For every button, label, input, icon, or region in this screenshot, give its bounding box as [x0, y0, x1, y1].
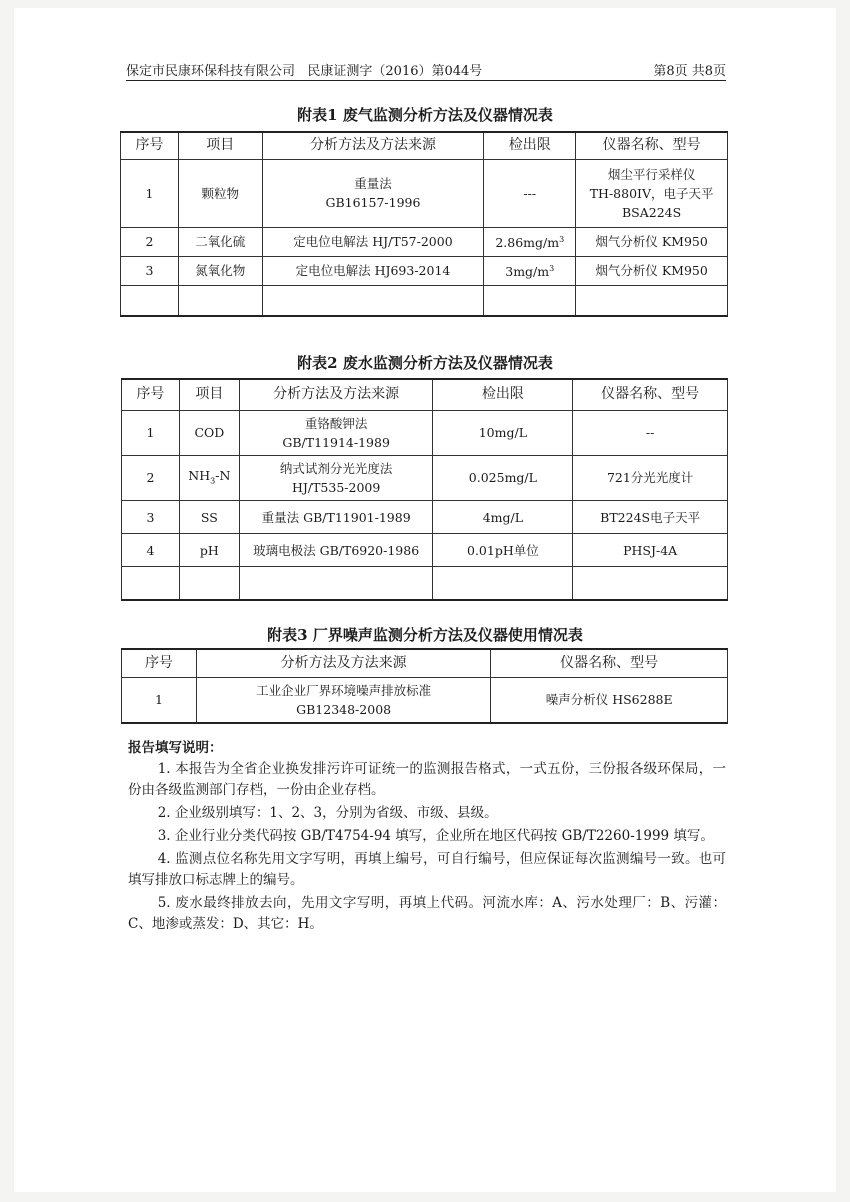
- note-item: 2. 企业级别填写：1、2、3，分别为省级、市级、县级。: [157, 805, 498, 821]
- method-standard: GB/T11914-1989: [282, 434, 390, 450]
- table-row: [122, 677, 728, 723]
- page-header: [126, 58, 726, 81]
- cell-limit: [484, 256, 576, 285]
- table-row-empty: [121, 285, 728, 316]
- cell-method: 定电位电解法 HJ693-2014: [262, 256, 484, 285]
- method-name: 纳式试剂分光光度法: [279, 460, 393, 476]
- note-item: 5. 废水最终排放去向，先用文字写明，再填上代码。河流水库：A、污水处理厂：B、污灌：C、地渗或蒸发：D、其它：H。: [128, 895, 726, 932]
- table1-col-item: 项目: [178, 132, 262, 159]
- item-text: NH: [188, 467, 211, 483]
- cell-limit: 10mg/L: [433, 410, 573, 455]
- table2-col-item: 项目: [179, 379, 239, 410]
- table-row: [121, 159, 728, 227]
- cell-item: 颗粒物: [178, 159, 262, 227]
- instrument-line: 烟尘平行采样仪: [607, 166, 696, 182]
- table-row: [122, 500, 728, 534]
- table-row: [122, 410, 728, 455]
- note-item: 1. 本报告为全省企业换发排污许可证统一的监测报告格式，一式五份，三份报各级环保局，一份由各级监测部门存档，一份由企业存档。: [128, 761, 726, 798]
- table3: [121, 648, 728, 724]
- cell-no: 3: [122, 500, 180, 534]
- cell-limit: 0.01pH单位: [433, 534, 573, 566]
- cell-no: 4: [122, 534, 180, 566]
- table-row-empty: [122, 566, 728, 600]
- unit-superscript: 3: [559, 235, 565, 245]
- cell-instrument: 噪声分析仪 HS6288E: [491, 677, 728, 723]
- method-standard: HJ/T535-2009: [291, 479, 381, 495]
- instrument-line: BSA224S: [622, 204, 682, 220]
- table-row: [122, 455, 728, 500]
- method-name: 工业企业厂界环境噪声排放标准: [256, 682, 432, 698]
- cell-method: [239, 455, 433, 500]
- table2-col-limit: 检出限: [433, 379, 573, 410]
- cell-item: pH: [179, 534, 239, 566]
- cell-no: 2: [122, 455, 180, 500]
- item-subscript: 3: [210, 476, 216, 486]
- cell-item: 二氧化硫: [178, 227, 262, 256]
- unit-superscript: 3: [549, 264, 555, 274]
- table3-header-row: [122, 649, 728, 677]
- table2-title: 附表2 废水监测分析方法及仪器情况表: [297, 354, 553, 372]
- notes-heading: 报告填写说明：: [128, 740, 223, 756]
- table1-col-method: 分析方法及方法来源: [262, 132, 484, 159]
- report-notes: [128, 738, 726, 937]
- cell-instrument: 烟气分析仪 KM950: [576, 227, 728, 256]
- cell-limit: 0.025mg/L: [433, 455, 573, 500]
- item-text: -N: [215, 467, 231, 483]
- cell-limit: 4mg/L: [433, 500, 573, 534]
- cell-instrument: [576, 159, 728, 227]
- cell-item: COD: [179, 410, 239, 455]
- method-standard: GB12348-2008: [296, 701, 392, 717]
- cell-method: [196, 677, 490, 723]
- table3-title: 附表3 厂界噪声监测分析方法及仪器使用情况表: [267, 626, 583, 644]
- cell-limit: ---: [484, 159, 576, 227]
- cell-instrument: PHSJ-4A: [573, 534, 728, 566]
- limit-value: 3mg/m: [505, 264, 550, 280]
- cell-method: [239, 410, 433, 455]
- table3-col-method: 分析方法及方法来源: [196, 649, 490, 677]
- cell-instrument: --: [573, 410, 728, 455]
- table1-col-limit: 检出限: [484, 132, 576, 159]
- table2-col-method: 分析方法及方法来源: [239, 379, 433, 410]
- table2-col-no: 序号: [122, 379, 180, 410]
- header-page-number: 第8页 共8页: [653, 64, 726, 79]
- cell-instrument: BT224S电子天平: [573, 500, 728, 534]
- table-row: [122, 534, 728, 566]
- cell-no: 2: [121, 227, 179, 256]
- table1-col-instrument: 仪器名称、型号: [576, 132, 728, 159]
- table-row: [121, 227, 728, 256]
- table1-col-no: 序号: [121, 132, 179, 159]
- method-name: 重量法: [354, 176, 392, 191]
- cell-method: 重量法 GB/T11901-1989: [239, 500, 433, 534]
- header-company-report-no: 保定市民康环保科技有限公司 民康证测字（2016）第044号: [126, 64, 483, 79]
- table-row: [121, 256, 728, 285]
- note-item: 3. 企业行业分类代码按 GB/T4754-94 填写，企业所在地区代码按 GB/T2260-1999 填写。: [157, 828, 714, 844]
- method-standard: GB16157-1996: [325, 195, 421, 210]
- cell-item: [179, 455, 239, 500]
- cell-instrument: 烟气分析仪 KM950: [576, 256, 728, 285]
- table1: [120, 131, 728, 317]
- cell-method: 玻璃电极法 GB/T6920-1986: [239, 534, 433, 566]
- table1-header-row: [121, 132, 728, 159]
- limit-value: 2.86mg/m: [495, 235, 560, 251]
- note-item: 4. 监测点位名称先用文字写明，再填上编号，可自行编号，但应保证每次监测编号一致。也可填写排放口标志牌上的编号。: [128, 851, 726, 888]
- cell-no: 1: [122, 410, 180, 455]
- table2-header-row: [122, 379, 728, 410]
- table1-title: 附表1 废气监测分析方法及仪器情况表: [297, 106, 553, 124]
- cell-item: 氮氧化物: [178, 256, 262, 285]
- table3-col-instrument: 仪器名称、型号: [491, 649, 728, 677]
- cell-no: 1: [122, 677, 197, 723]
- cell-limit: [484, 227, 576, 256]
- cell-no: 3: [121, 256, 179, 285]
- cell-item: SS: [179, 500, 239, 534]
- table3-col-no: 序号: [122, 649, 197, 677]
- cell-no: 1: [121, 159, 179, 227]
- table2-col-instrument: 仪器名称、型号: [573, 379, 728, 410]
- cell-method: [262, 159, 484, 227]
- method-name: 重铬酸钾法: [304, 415, 368, 431]
- cell-instrument: 721分光光度计: [573, 455, 728, 500]
- table2: [121, 378, 728, 601]
- cell-method: 定电位电解法 HJ/T57-2000: [262, 227, 484, 256]
- instrument-line: TH-880IV，电子天平: [589, 185, 714, 201]
